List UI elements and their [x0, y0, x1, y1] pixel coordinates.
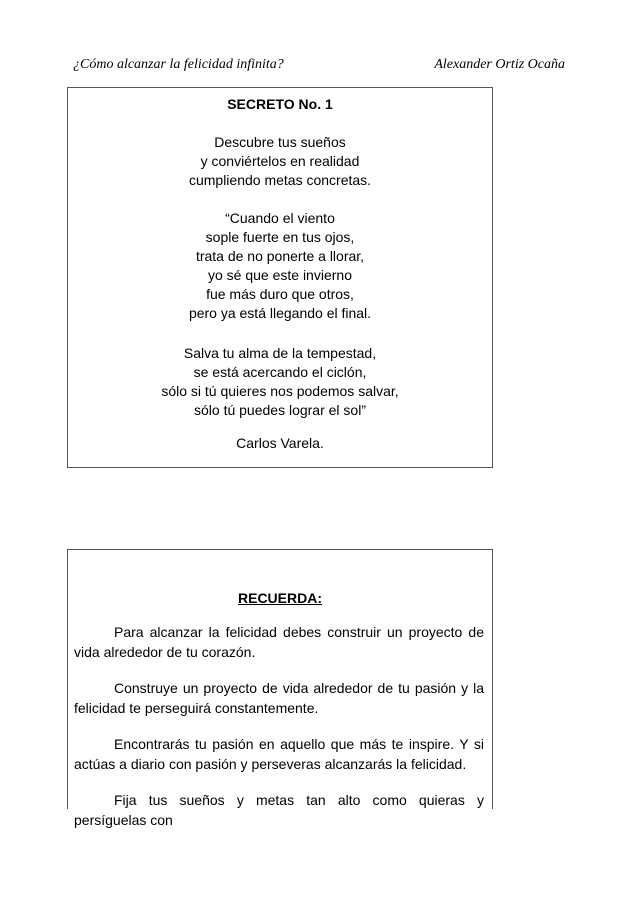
author-name: Alexander Ortiz Ocaña [434, 57, 565, 72]
remember-box [67, 549, 493, 828]
poem-line: pero ya está llegando el final. [188, 305, 372, 321]
remember-paragraph: Construye un proyecto de vida alrededor de tu pasión y la felicidad te perseguirá constantemente. [74, 680, 484, 716]
remember-heading: RECUERDA: [238, 590, 322, 606]
poem-line: sople fuerte en tus ojos, [205, 229, 355, 245]
intro-line: cumpliendo metas concretas. [188, 172, 372, 188]
poem-stanza-2 [68, 344, 492, 420]
poem-line: Salva tu alma de la tempestad, [183, 345, 377, 361]
poem-line: fue más duro que otros, [206, 286, 354, 302]
secret-heading: SECRETO No. 1 [227, 96, 333, 112]
secret-box [67, 87, 493, 468]
secret-intro [68, 133, 492, 190]
poem-line: sólo tú puedes lograr el sol” [194, 402, 366, 418]
poem-line: “Cuando el viento [225, 210, 335, 226]
poem-stanza-1 [68, 209, 492, 323]
page-header [73, 57, 565, 77]
poem-attribution: Carlos Varela. [236, 435, 324, 451]
poem-line: trata de no ponerte a llorar, [195, 248, 365, 264]
poem-line: yo sé que este invierno [208, 267, 352, 283]
book-title: ¿Cómo alcanzar la felicidad infinita? [73, 57, 284, 72]
intro-line: y conviértelos en realidad [200, 153, 360, 169]
poem-line: sólo si tú quieres nos podemos salvar, [161, 383, 399, 399]
poem-line: se está acercando el ciclón, [193, 364, 367, 380]
intro-line: Descubre tus sueños [214, 134, 346, 150]
remember-paragraph: Encontrarás tu pasión en aquello que más te inspire. Y si actúas a diario con pasión y perseveras alcanzarás la felicidad. [74, 736, 484, 772]
remember-paragraph: Para alcanzar la felicidad debes construir un proyecto de vida alrededor de tu corazón. [74, 624, 484, 660]
remember-paragraph: Fija tus sueños y metas tan alto como quieras y persíguelas con [74, 792, 484, 828]
